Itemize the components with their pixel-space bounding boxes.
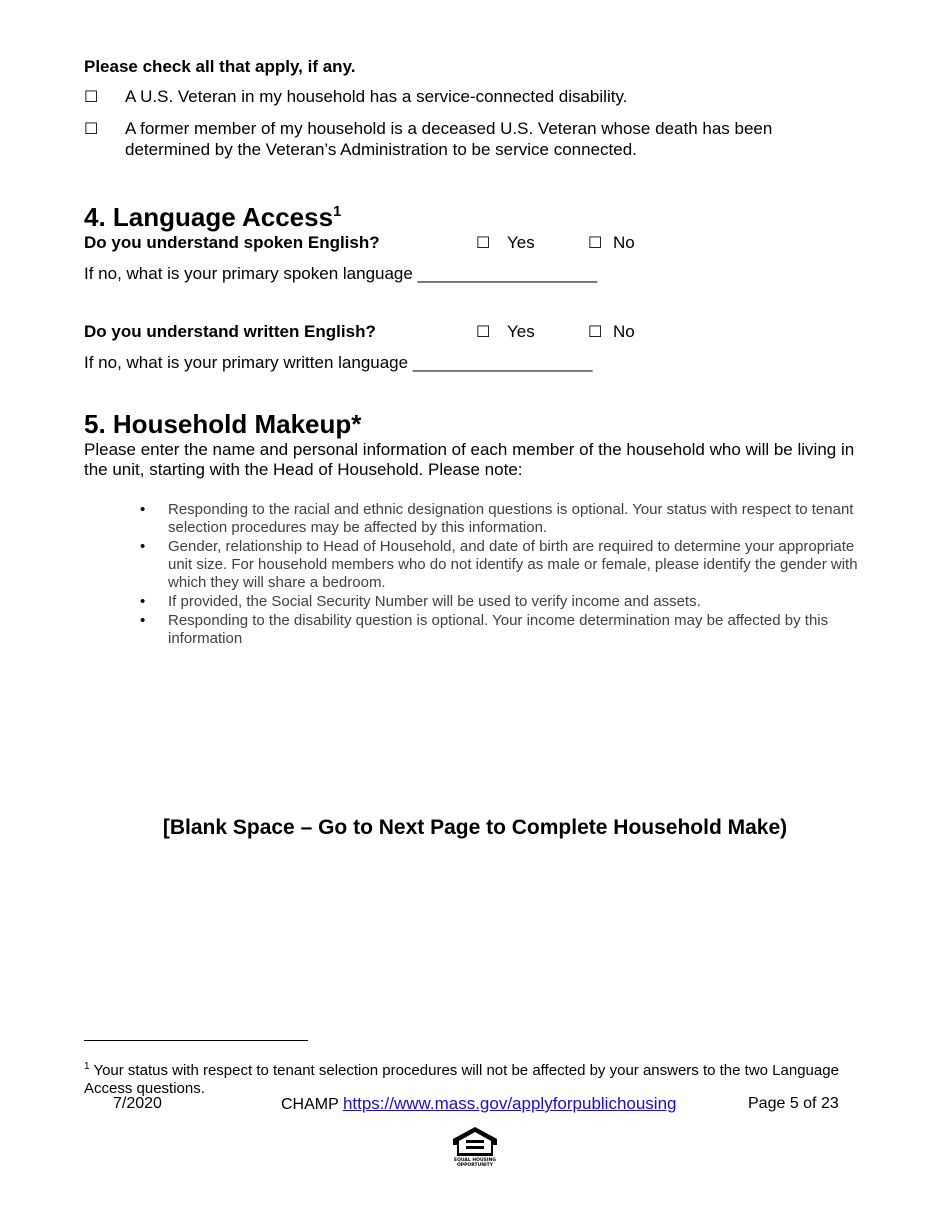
- list-item: • Responding to the racial and ethnic designation questions is optional. Your status with respect to tenant selection procedures may be affected by this information.: [140, 501, 854, 536]
- footer-center: [281, 1094, 677, 1114]
- section-5-title: 5. Household Makeup*: [84, 409, 362, 439]
- equal-housing-logo: [450, 1125, 500, 1167]
- footnote-marker: 1: [84, 1061, 90, 1072]
- list-item: • Responding to the disability question is optional. Your income determination may be affected by this information: [140, 612, 829, 647]
- footer-date: 7/2020: [113, 1095, 162, 1112]
- spoken-no-checkbox[interactable]: ☐: [588, 233, 603, 252]
- blank-space-notice: [Blank Space – Go to Next Page to Complete Household Make): [162, 816, 788, 839]
- section-5-intro: Please enter the name and personal information of each member of the household who will be living in the unit, starting with the Head of Household. Please note:: [84, 440, 855, 479]
- deceased-veteran-label-line2: determined by the Veteran’s Administration to be service connected.: [125, 140, 637, 159]
- bullet-icon: •: [140, 501, 146, 518]
- section-4-title: 4. Language Access$^1$: [84, 202, 342, 232]
- footer-org: CHAMP: [281, 1096, 343, 1113]
- check-all-heading: Please check all that apply, if any.: [84, 57, 356, 76]
- spoken-language-field[interactable]: If no, what is your primary spoken language ___________________: [84, 264, 598, 283]
- written-language-field[interactable]: If no, what is your primary written language ___________________: [84, 353, 593, 372]
- written-yes-label: Yes: [507, 322, 535, 341]
- household-notes-list: [140, 501, 860, 649]
- deceased-veteran-label-line1: A former member of my household is a deceased U.S. Veteran whose death has been: [125, 119, 773, 138]
- written-no-checkbox[interactable]: ☐: [588, 322, 603, 341]
- written-yes-checkbox[interactable]: ☐: [476, 322, 491, 341]
- written-english-question: Do you understand written English?: [84, 322, 376, 341]
- footnote-ref: 1: [333, 203, 342, 220]
- spoken-yes-checkbox[interactable]: ☐: [476, 233, 491, 252]
- logo-text-line2: OPPORTUNITY: [456, 1163, 494, 1167]
- list-item: • If provided, the Social Security Number will be used to verify income and assets.: [140, 593, 701, 610]
- written-no-label: No: [613, 322, 635, 341]
- deceased-veteran-checkbox[interactable]: ☐: [84, 119, 99, 138]
- spoken-no-label: No: [613, 233, 635, 252]
- logo-text-line1: EQUAL HOUSING: [454, 1158, 496, 1163]
- veteran-disability-checkbox[interactable]: ☐: [84, 87, 99, 106]
- footnote-text: Your status with respect to tenant selection procedures will not be affected by your answers to the two Language Access questions.: [84, 1062, 839, 1097]
- bullet-icon: •: [140, 593, 146, 610]
- spoken-english-question: Do you understand spoken English?: [84, 233, 380, 252]
- house-icon: [450, 1125, 500, 1167]
- footnote: [84, 1058, 844, 1098]
- veteran-disability-label: A U.S. Veteran in my household has a service-connected disability.: [125, 87, 628, 106]
- bullet-icon: •: [140, 538, 146, 555]
- footer-url-link[interactable]: https://www.mass.gov/applyforpublichousing: [342, 1094, 677, 1113]
- bullet-icon: •: [140, 612, 146, 629]
- spoken-yes-label: Yes: [507, 233, 535, 252]
- footnote-divider: [84, 1040, 308, 1041]
- list-item: • Gender, relationship to Head of Household, and date of birth are required to determine your appropriate unit size. For household members who do not identify as male or female, please identify the gender with which they will share a bedroom.: [140, 538, 858, 591]
- footer-page-number: Page 5 of 23: [748, 1095, 839, 1112]
